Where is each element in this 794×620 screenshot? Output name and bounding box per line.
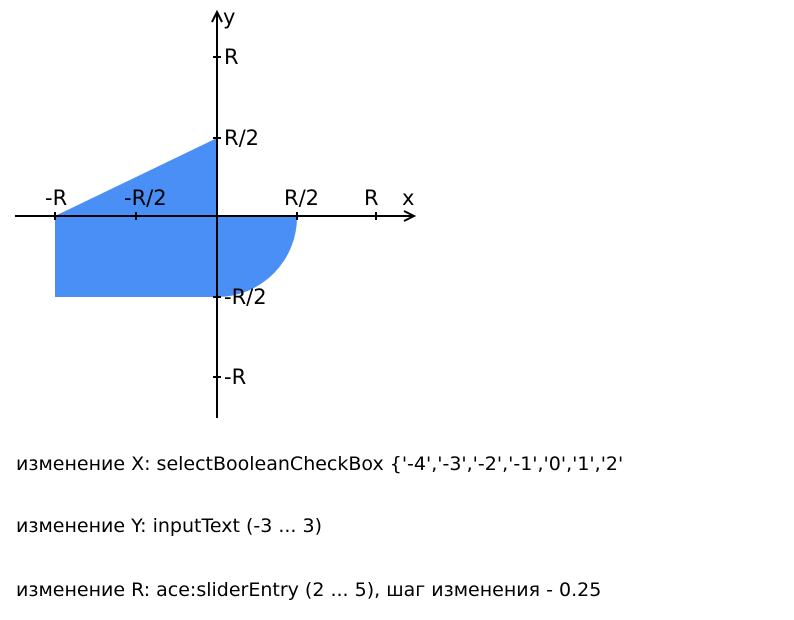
x-change-description: изменение X: selectBooleanCheckBox {'-4','-3','-2','-1','0','1','2' [16,453,624,475]
x-tick-label-neg-half-r: -R/2 [124,186,167,210]
area-graph [0,0,430,425]
x-axis-label: x [402,186,415,210]
y-change-description: изменение Y: inputText (-3 ... 3) [16,515,323,537]
y-tick-label-neg-r: -R [224,365,247,389]
y-tick-label-half-r: R/2 [224,126,260,150]
y-axis-label: y [223,5,236,29]
x-tick-label-r: R [364,186,379,210]
r-change-description: изменение R: ace:sliderEntry (2 ... 5), шаг изменения - 0.25 [16,579,602,601]
x-tick-label-half-r: R/2 [284,186,320,210]
shaded-region-rectangle [55,216,217,297]
x-tick-label-neg-r: -R [45,186,68,210]
y-tick-label-r: R [224,45,239,69]
y-tick-label-neg-half-r: -R/2 [224,285,267,309]
